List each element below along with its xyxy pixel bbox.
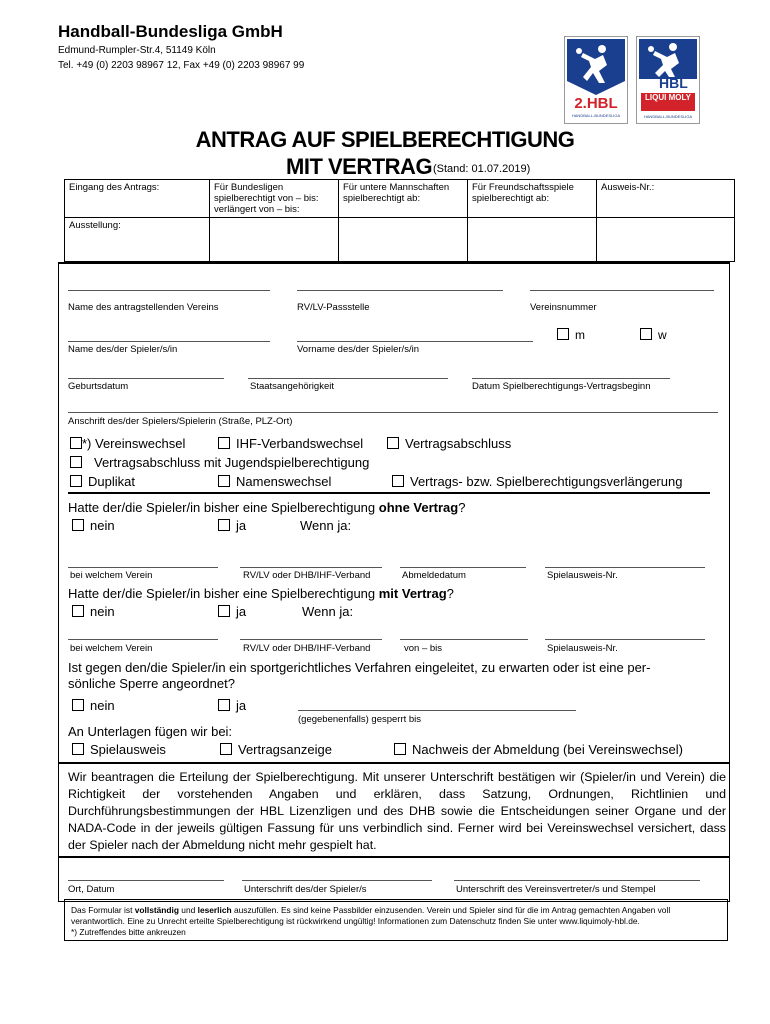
q2-ausweis-label: Spielausweis-Nr. xyxy=(547,643,618,654)
q2-ja-label: ja xyxy=(236,604,247,619)
q1-abmeldedatum-field[interactable] xyxy=(400,567,526,568)
q1-verein-label: bei welchem Verein xyxy=(70,570,153,581)
q1-verband-label: RV/LV oder DHB/IHF-Verband xyxy=(243,570,371,581)
q3-gesperrt-label: (gegebenenfalls) gesperrt bis xyxy=(298,714,422,725)
ihf-label: IHF-Verbandswechsel xyxy=(236,436,364,451)
cell-freundschaft: Für Freundschaftsspiele spielberechtigt ab: xyxy=(468,180,597,218)
q1-wenn-label: Wenn ja: xyxy=(300,518,352,533)
q2-wenn-label: Wenn ja: xyxy=(302,604,354,619)
logo-hbl-label: HBL xyxy=(659,75,688,91)
vereinswechsel-checkbox[interactable] xyxy=(70,436,185,451)
q1-ja-label: ja xyxy=(236,518,247,533)
gender-w-checkbox[interactable] xyxy=(640,328,667,342)
logo-2hbl-text xyxy=(568,95,624,112)
passstelle-label: RV/LV-Passstelle xyxy=(297,302,370,313)
cell-bundesligen: Für Bundesligen spielberechtigt von – bis: verlängert von – bis: xyxy=(210,180,339,218)
q2-von-bis-label: von – bis xyxy=(404,643,443,654)
q1-question: Hatte der/die Spieler/in bisher eine Spielberechtigung ohne Vertrag? xyxy=(68,500,466,515)
unterlagen-heading: An Unterlagen fügen wir bei: xyxy=(68,724,233,739)
verein-label: Name des antragstellenden Vereins xyxy=(68,302,219,313)
spieler-signature-field[interactable] xyxy=(242,880,432,881)
abmeldung-checkbox[interactable] xyxy=(394,742,683,757)
office-use-table xyxy=(64,179,735,262)
q2-nein-checkbox[interactable] xyxy=(72,604,115,619)
verein-field[interactable] xyxy=(68,290,270,291)
q2-ja-checkbox[interactable] xyxy=(218,604,246,619)
q2-question: Hatte der/die Spieler/in bisher eine Spielberechtigung mit Vertrag? xyxy=(68,586,454,601)
cell-ausweis: Ausweis-Nr.: xyxy=(597,180,735,218)
vertragsabschluss-checkbox[interactable] xyxy=(387,436,511,451)
gender-m-label: m xyxy=(575,328,585,342)
cell-empty[interactable] xyxy=(468,218,597,262)
gender-w-label: w xyxy=(658,328,667,342)
logo-hbl-sub: HANDBALL-BUNDESLIGA xyxy=(643,114,693,119)
staat-label: Staatsangehörigkeit xyxy=(250,381,334,392)
namenswechsel-checkbox[interactable] xyxy=(218,474,331,489)
q3-gesperrt-field[interactable] xyxy=(298,710,576,711)
anschrift-label: Anschrift des/der Spielers/Spielerin (Straße, PLZ-Ort) xyxy=(68,416,293,427)
verlaengerung-label: Vertrags- bzw. Spielberechtigungsverlängerung xyxy=(410,474,683,489)
q1-verband-field[interactable] xyxy=(240,567,382,568)
q2-ausweis-field[interactable] xyxy=(545,639,705,640)
gender-m-checkbox[interactable] xyxy=(557,328,585,342)
handball-player-icon xyxy=(637,37,699,79)
q2-verein-label: bei welchem Verein xyxy=(70,643,153,654)
q3-question-line1: Ist gegen den/die Spieler/in ein sportgerichtliches Verfahren eingeleitet, zu erwarten oder ist eine per- xyxy=(68,660,651,675)
cell-untere: Für untere Mannschaften spielberechtigt ab: xyxy=(339,180,468,218)
spieler-signature-label: Unterschrift des/der Spieler/s xyxy=(244,884,367,895)
org-phone: Tel. +49 (0) 2203 98967 12, Fax +49 (0) 2203 98967 99 xyxy=(58,60,305,71)
logo-2hbl xyxy=(564,36,628,124)
vertragsanzeige-label: Vertragsanzeige xyxy=(238,742,332,757)
staat-field[interactable] xyxy=(248,378,448,379)
form-stand-date: (Stand: 01.07.2019) xyxy=(433,163,531,175)
vereinswechsel-label: *) Vereinswechsel xyxy=(82,436,186,451)
spielausweis-label: Spielausweis xyxy=(90,742,166,757)
vorname-label: Vorname des/der Spieler/s/in xyxy=(297,344,419,355)
vertragsbeginn-field[interactable] xyxy=(472,378,670,379)
abmeldung-label: Nachweis der Abmeldung (bei Vereinswechsel) xyxy=(412,742,683,757)
vertragsbeginn-label: Datum Spielberechtigungs-Vertragsbeginn xyxy=(472,381,651,392)
vertragsanzeige-checkbox[interactable] xyxy=(220,742,332,757)
geburtsdatum-field[interactable] xyxy=(68,378,224,379)
duplikat-label: Duplikat xyxy=(88,474,135,489)
q2-verband-field[interactable] xyxy=(240,639,382,640)
q3-nein-label: nein xyxy=(90,698,115,713)
org-name: Handball-Bundesliga GmbH xyxy=(58,22,283,41)
logo-2hbl-label: 2.HBL xyxy=(574,95,618,112)
vereinsnummer-field[interactable] xyxy=(530,290,714,291)
q3-ja-checkbox[interactable] xyxy=(218,698,246,713)
ort-datum-field[interactable] xyxy=(68,880,224,881)
form-title-line2: MIT VERTRAG xyxy=(286,154,433,179)
divider xyxy=(58,856,730,858)
q2-nein-label: nein xyxy=(90,604,115,619)
logo-hbl-liquimoly xyxy=(636,36,700,124)
vorname-field[interactable] xyxy=(297,341,533,342)
cell-empty[interactable] xyxy=(210,218,339,262)
verein-signature-label: Unterschrift des Vereinsvertreter/s und Stempel xyxy=(456,884,656,895)
cell-empty[interactable] xyxy=(339,218,468,262)
q3-question-line2: sönliche Sperre angeordnet? xyxy=(68,676,235,691)
divider xyxy=(68,492,710,494)
ort-datum-label: Ort, Datum xyxy=(68,884,115,895)
q2-verband-label: RV/LV oder DHB/IHF-Verband xyxy=(243,643,371,654)
handball-player-icon xyxy=(565,37,627,97)
q1-nein-checkbox[interactable] xyxy=(72,518,115,533)
geburtsdatum-label: Geburtsdatum xyxy=(68,381,129,392)
form-title: ANTRAG AUF SPIELBERECHTIGUNG xyxy=(195,127,575,152)
duplikat-checkbox[interactable] xyxy=(70,474,135,489)
cell-empty[interactable] xyxy=(597,218,735,262)
name-label: Name des/der Spieler/s/in xyxy=(68,344,178,355)
footer-note: Das Formular ist vollständig und leserlich auszufüllen. Es sind keine Passbilder einzusenden. Verein und Spieler sind für die im Antrag gemachten Angaben voll verantwortlich. Eine zu Unrecht erteilte Spielberechtigung ist rückwirkend ungültig! Informationen zum Datenschutz finden Sie unter www.liquimoly-hbl.de. *) Zutreffendes bitte ankreuzen xyxy=(64,899,728,941)
logo-2hbl-sub: HANDBALL-BUNDESLIGA xyxy=(571,113,621,118)
q1-ausweis-label: Spielausweis-Nr. xyxy=(547,570,618,581)
verlaengerung-checkbox[interactable] xyxy=(392,474,682,489)
footer-asterisk-note: *) Zutreffendes bitte ankreuzen xyxy=(71,927,186,937)
jugend-label: Vertragsabschluss mit Jugendspielberechtigung xyxy=(94,455,370,470)
q1-ja-checkbox[interactable] xyxy=(218,518,246,533)
anschrift-field[interactable] xyxy=(68,412,718,413)
vertragsabschluss-label: Vertragsabschluss xyxy=(405,436,512,451)
passstelle-field[interactable] xyxy=(297,290,503,291)
q1-ausweis-field[interactable] xyxy=(545,567,705,568)
spielausweis-checkbox[interactable] xyxy=(72,742,166,757)
verein-signature-field[interactable] xyxy=(454,880,700,881)
cell-eingang: Eingang des Antrags: xyxy=(65,180,210,218)
q1-verein-field[interactable] xyxy=(68,567,218,568)
name-field[interactable] xyxy=(68,341,270,342)
q3-ja-label: ja xyxy=(236,698,247,713)
divider xyxy=(58,762,730,764)
org-address: Edmund-Rumpler-Str.4, 51149 Köln xyxy=(58,45,216,56)
vereinsnummer-label: Vereinsnummer xyxy=(530,302,597,313)
logo-liquimoly-label: LIQUI MOLY xyxy=(641,93,695,111)
q2-von-bis-field[interactable] xyxy=(400,639,528,640)
q3-nein-checkbox[interactable] xyxy=(72,698,115,713)
ihf-checkbox[interactable] xyxy=(218,436,363,451)
jugend-checkbox[interactable] xyxy=(70,455,369,470)
namenswechsel-label: Namenswechsel xyxy=(236,474,332,489)
q1-abmeldedatum-label: Abmeldedatum xyxy=(402,570,466,581)
cell-ausstellung: Ausstellung: xyxy=(65,218,210,262)
declaration-paragraph: Wir beantragen die Erteilung der Spielberechtigung. Mit unserer Unterschrift bestätigen wir (Spieler/in und Verein) die Richtigkeit der vorstehenden Angaben und erklären, dass Satzung, Ordnungen, Richtlinien und Durchführungsbestimmungen der HBL Lizenzligen und des DHB sowie die Entscheidungen seiner Organe und der NADA-Code in der jeweils gültigen Fassung für uns verbindlich sind. Ferner wird bei Vereinswechsel versichert, dass der Spieler nach der Abmeldung nicht mehr gespielt hat. xyxy=(68,770,726,852)
q2-verein-field[interactable] xyxy=(68,639,218,640)
q1-nein-label: nein xyxy=(90,518,115,533)
